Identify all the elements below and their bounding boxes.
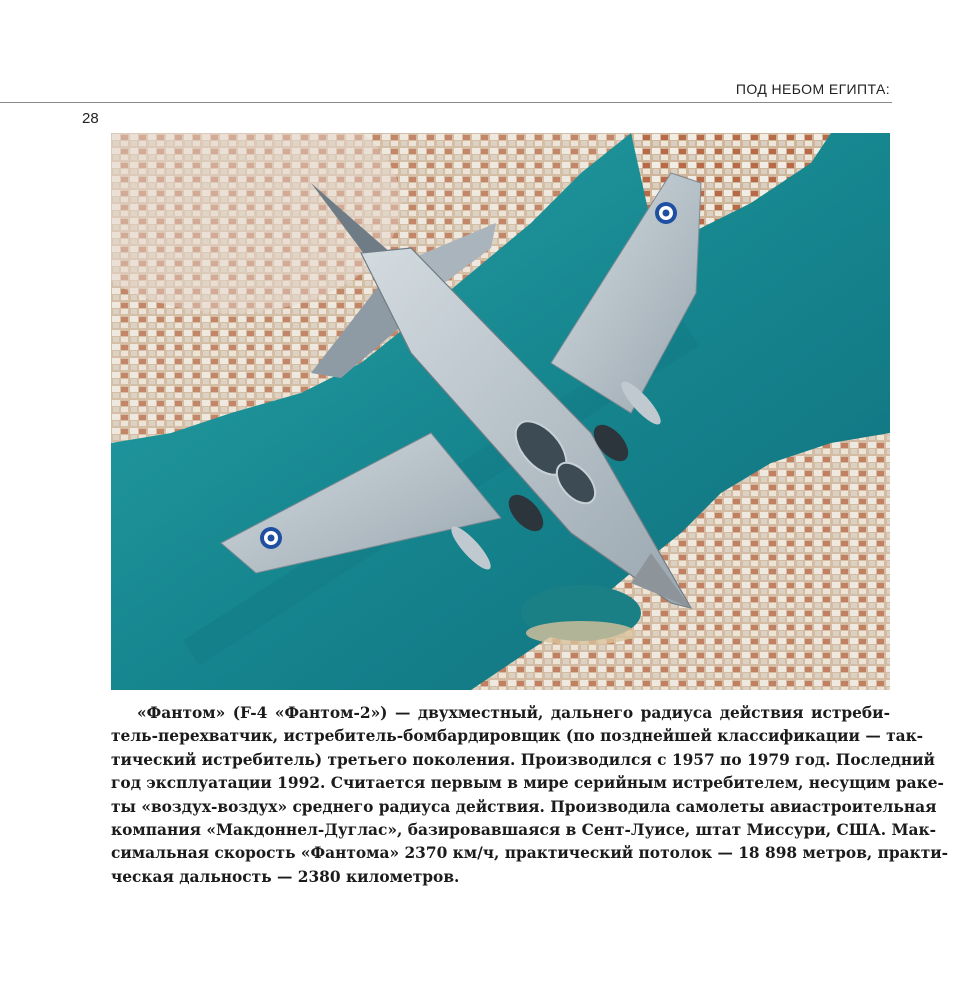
running-head-title: ПОД НЕБОМ ЕГИПТА:: [735, 81, 890, 97]
caption-line: ческая дальность — 2380 километров.: [111, 867, 460, 886]
roundel-right-wing: [655, 202, 677, 224]
page-number: 28: [82, 110, 99, 127]
phantom-photo: [111, 133, 890, 690]
photo-caption: [111, 702, 949, 889]
caption-line: «Фантом» (F-4 «Фантом-2») — двухместный, дальнего радиуса действия истреби-: [137, 704, 890, 722]
caption-line: тель-перехватчик, истребитель-бомбардировщик (по позднейшей классификации — так-: [111, 727, 924, 746]
header-rule: [0, 102, 892, 103]
caption-line: год эксплуатации 1992. Считается первым в мире серийным истребителем, несущим раке-: [111, 774, 944, 793]
caption-line: компания «Макдоннел-Дуглас», базировавшаяся в Сент-Луисе, штат Миссури, США. Мак-: [111, 821, 937, 840]
caption-line: тический истребитель) третьего поколения. Производился с 1957 по 1979 год. Последний: [111, 750, 935, 769]
caption-line: симальная скорость «Фантома» 2370 км/ч, практический потолок — 18 898 метров, практи-: [111, 844, 949, 863]
roundel-left-wing: [260, 527, 282, 549]
caption-line: ты «воздух-воздух» среднего радиуса действия. Производила самолеты авиастроительная: [111, 797, 937, 816]
